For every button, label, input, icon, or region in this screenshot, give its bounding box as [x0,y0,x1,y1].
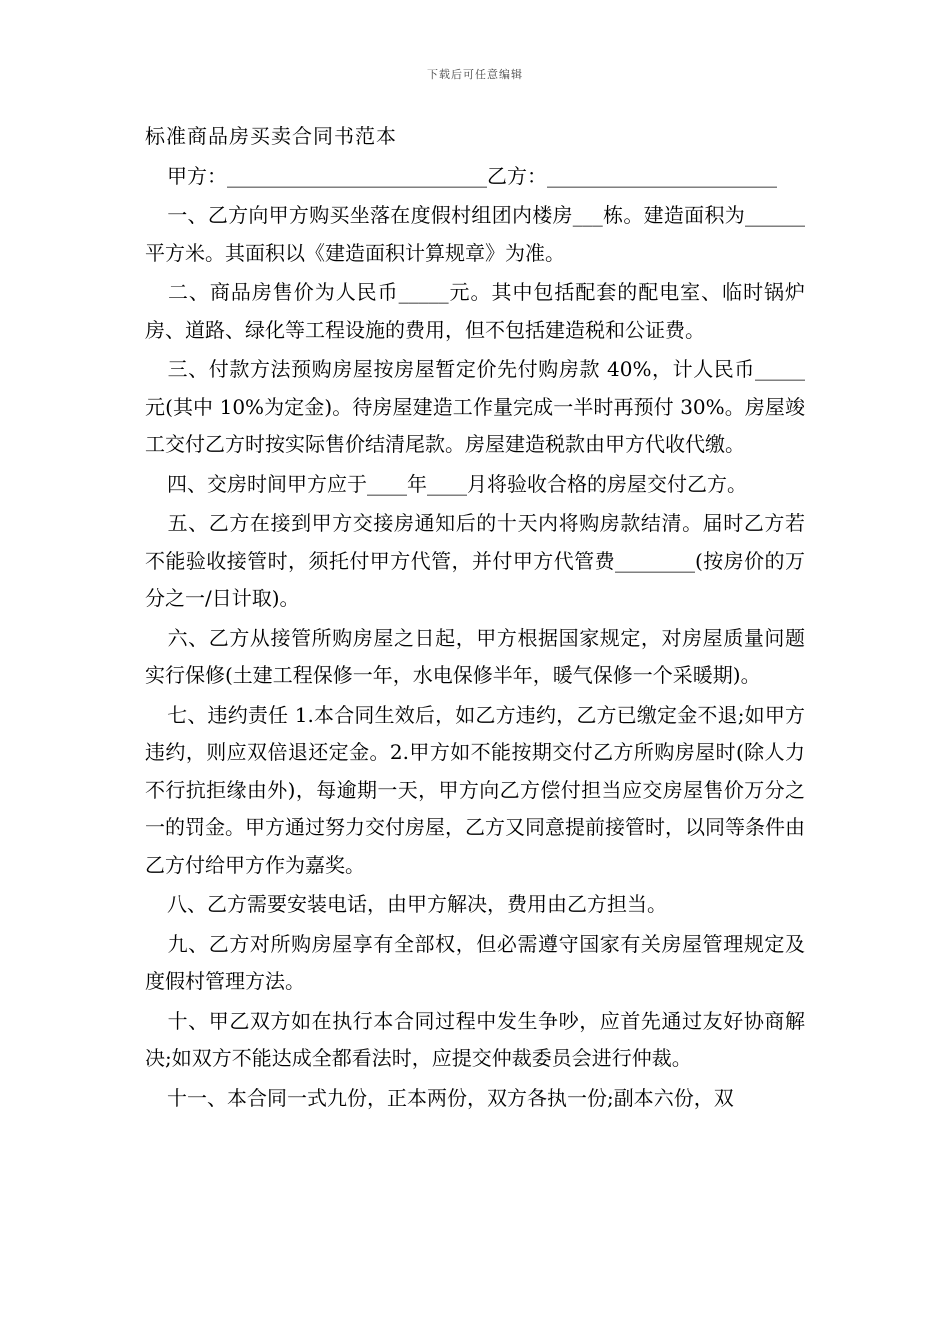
paragraph-text: 五、乙方在接到甲方交接房通知后的十天内将购房款结清。届时乙方若不能验收接管时，须托付甲方代管，并付甲方代管费________(按房价的万分之一/日计取)。 [145,511,805,610]
clause-10 [145,1003,805,1078]
document-body [145,118,805,1117]
clause-3 [145,351,805,464]
clause-1 [145,197,805,272]
paragraph-text: 甲方：__________________________乙方：_______________________ [167,163,777,188]
paragraph-text: 十、甲乙双方如在执行本合同过程中发生争吵，应首先通过友好协商解决;如双方不能达成全都看法时，应提交仲裁委员会进行仲裁。 [145,1008,805,1070]
party-line [145,158,805,196]
clause-8 [145,886,805,924]
paragraph-text: 一、乙方向甲方购买坐落在度假村组团内楼房___栋。建造面积为______平方米。其面积以《建造面积计算规章》为准。 [145,203,805,265]
clause-9 [145,926,805,1001]
paragraph-text: 四、交房时间甲方应于____年____月将验收合格的房屋交付乙方。 [167,471,747,496]
paragraph-text: 六、乙方从接管所购房屋之日起，甲方根据国家规定，对房屋质量问题实行保修(土建工程保修一年，水电保修半年，暖气保修一个采暖期)。 [145,625,805,687]
paragraph-text: 十一、本合同一式九份，正本两份，双方各执一份;副本六份，双 [167,1085,734,1110]
paragraph-text: 七、违约责任 1.本合同生效后，如乙方违约，乙方已缴定金不退;如甲方违约，则应双倍退还定金。2.甲方如不能按期交付乙方所购房屋时(除人力不行抗拒缘由外)，每逾期一天，甲方向乙方偿付担当应交房屋售价万分之一的罚金。甲方通过努力交付房屋，乙方又同意提前接管时，以同等条件由乙方付给甲方作为嘉奖。 [145,702,805,877]
clause-7 [145,697,805,885]
paragraph-text: 三、付款方法预购房屋按房屋暂定价先付购房款 40%，计人民币_____元(其中 10%为定金)。待房屋建造工作量完成一半时再预付 30%。房屋竣工交付乙方时按实际售价结清尾款。房屋建造税款由甲方代收代缴。 [145,357,805,456]
clause-6 [145,620,805,695]
clause-2 [145,274,805,349]
clause-11 [145,1080,805,1118]
paragraph-text: 二、商品房售价为人民币_____元。其中包括配套的配电室、临时锅炉房、道路、绿化等工程设施的费用，但不包括建造税和公证费。 [145,280,805,342]
clause-4 [145,466,805,504]
page-header-note: 下载后可任意编辑 [427,68,523,81]
clause-5 [145,505,805,618]
paragraph-text: 九、乙方对所购房屋享有全部权，但必需遵守国家有关房屋管理规定及度假村管理方法。 [145,931,805,993]
paragraph-text: 八、乙方需要安装电话，由甲方解决，费用由乙方担当。 [167,892,667,916]
document-title: 标准商品房买卖合同书范本 [145,124,397,148]
